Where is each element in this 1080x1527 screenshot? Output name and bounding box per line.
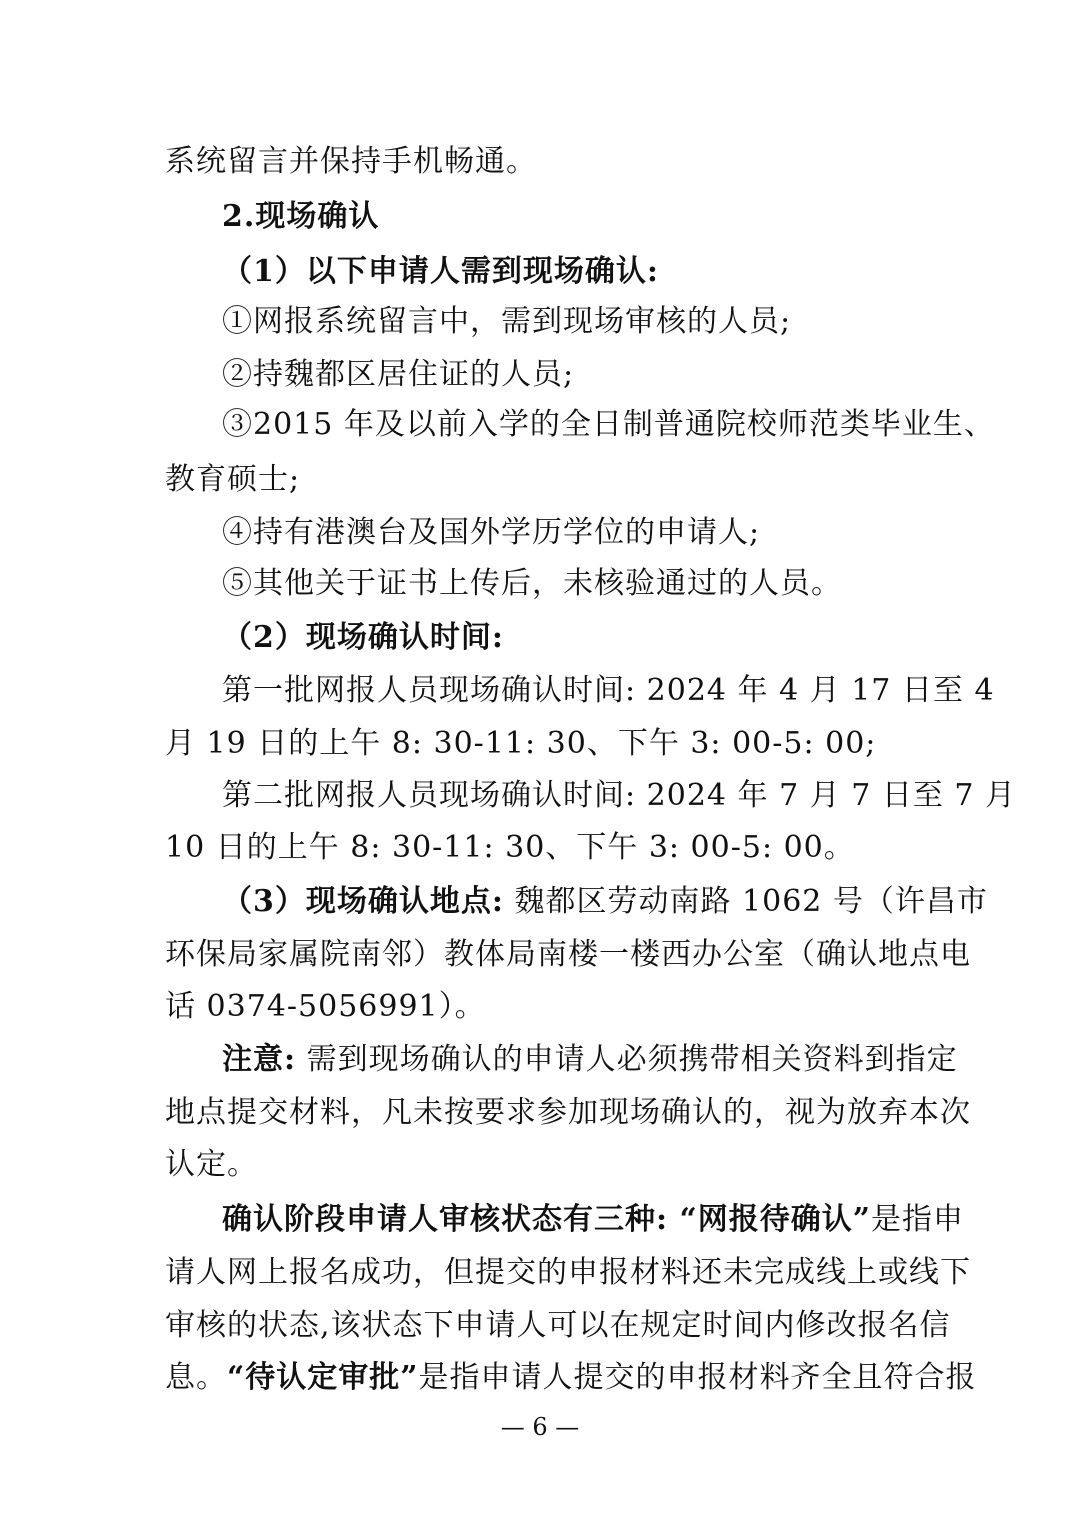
text-line: [165, 460, 915, 500]
line-text: 魏都区劳动南路 1062 号（许昌市: [503, 884, 988, 919]
line-text: 息。: [165, 1360, 227, 1395]
list-item: [222, 405, 995, 445]
list-item: [222, 513, 915, 553]
text-line: [165, 1253, 971, 1293]
text-line: [222, 671, 995, 711]
bold-label: 确认阶段申请人审核状态有三种: “网报待确认”: [222, 1202, 872, 1237]
line-text: 10 日的上午 8: 30-11: 30、下午 3: 00-5: 00。: [165, 830, 855, 865]
section-heading: [222, 197, 915, 237]
text-line: [222, 776, 1017, 816]
heading-text: （2）现场确认时间:: [222, 620, 504, 655]
line-text: 环保局家属院南邻）教体局南楼一楼西办公室（确认地点电: [165, 937, 971, 972]
page-number: — 6 —: [500, 1413, 580, 1441]
text-line: [222, 882, 988, 922]
bold-label: （3）现场确认地点:: [222, 884, 504, 919]
line-text: 系统留言并保持手机畅通。: [165, 144, 537, 179]
text-line: [165, 1358, 977, 1398]
text-line: [222, 1040, 958, 1080]
text-line: [165, 1145, 915, 1185]
line-text: 是指申请人提交的申报材料齐全且符合报: [418, 1360, 977, 1395]
subsection-heading: [222, 252, 915, 292]
text-line: [165, 1306, 951, 1346]
heading-text: （1）以下申请人需到现场确认:: [222, 254, 659, 289]
heading-text: 2.现场确认: [222, 199, 380, 234]
item-text: ③2015 年及以前入学的全日制普通院校师范类毕业生、: [222, 407, 995, 442]
line-text: 话 0374-5056991）。: [165, 989, 486, 1024]
text-line: [165, 987, 915, 1027]
line-text: 地点提交材料，凡未按要求参加现场确认的，视为放弃本次: [165, 1095, 971, 1130]
line-text: 认定。: [165, 1147, 258, 1182]
item-text: ⑤其他关于证书上传后，未核验通过的人员。: [222, 566, 842, 601]
text-line: [222, 1200, 965, 1240]
text-line: [165, 142, 915, 182]
line-text: 是指申: [871, 1202, 965, 1237]
text-line: [165, 935, 971, 975]
bold-label: “待认定审批”: [227, 1360, 419, 1395]
item-text: ②持魏都区居住证的人员;: [222, 357, 575, 392]
list-item: [222, 302, 915, 342]
item-text: ④持有港澳台及国外学历学位的申请人;: [222, 515, 761, 550]
text-line: [165, 724, 915, 764]
line-text: 第二批网报人员现场确认时间: 2024 年 7 月 7 日至 7 月: [222, 778, 1017, 813]
line-text: 教育硕士;: [165, 462, 301, 497]
bold-label: 注意:: [222, 1042, 297, 1077]
item-text: ①网报系统留言中，需到现场审核的人员;: [222, 304, 792, 339]
line-text: 审核的状态,该状态下申请人可以在规定时间内修改报名信: [165, 1308, 951, 1343]
list-item: [222, 564, 915, 604]
text-line: [165, 828, 915, 868]
text-line: [165, 1093, 971, 1133]
list-item: [222, 355, 915, 395]
line-text: 第一批网报人员现场确认时间: 2024 年 4 月 17 日至 4: [222, 673, 995, 708]
line-text: 需到现场确认的申请人必须携带相关资料到指定: [296, 1042, 958, 1077]
line-text: 月 19 日的上午 8: 30-11: 30、下午 3: 00-5: 00;: [165, 726, 877, 761]
line-text: 请人网上报名成功，但提交的申报材料还未完成线上或线下: [165, 1255, 971, 1290]
subsection-heading: [222, 618, 915, 658]
